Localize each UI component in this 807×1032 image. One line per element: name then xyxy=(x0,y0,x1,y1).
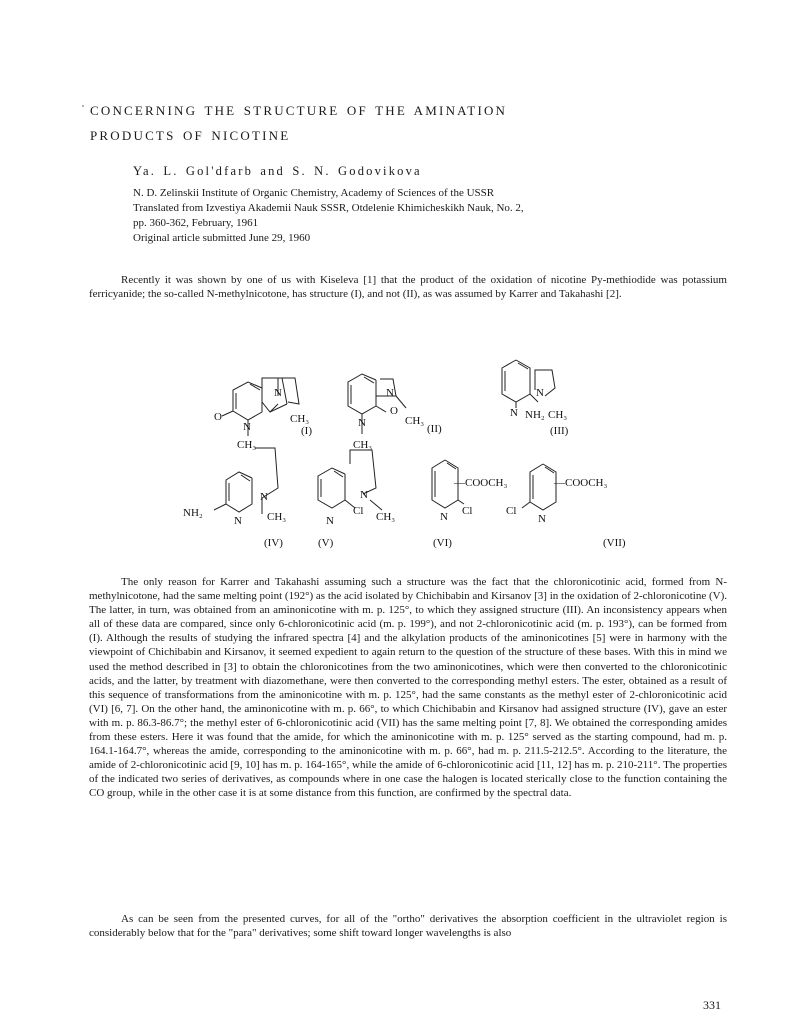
institution: N. D. Zelinskii Institute of Organic Chemistry, Academy of Sciences of the USSR xyxy=(133,187,495,199)
atom-o: O xyxy=(214,411,222,423)
label-V: (V) xyxy=(318,537,334,549)
atom-n: N xyxy=(360,489,368,501)
atom-n: N xyxy=(234,515,242,527)
atom-n: N xyxy=(386,387,394,399)
atom-cooch3: —COOCH₃ xyxy=(554,477,608,489)
atom-ch3: CH₃ xyxy=(548,409,568,421)
article-title-line-2: PRODUCTS OF NICOTINE xyxy=(90,128,291,143)
page-range: pp. 360-362, February, 1961 xyxy=(133,217,259,229)
paragraph-2: The only reason for Karrer and Takahashi assuming such a structure was the fact that the chloronicotinic acid, formed from N-methylnicotone, had the same melting point (192°) as the acid isolated by Chichibabin and Kirsanov [3] in the oxidation of 2-chloronicotine (V). The latter, in turn, was obtained from an aminonicotine with m. p. 125°, to which they assigned structure (III). An inconsistency appears when all of these data are compared, since only 6-chloronicotinic acid (m. p. 199°), and not 2-chloronicotinic acid (m. p. 193°), can be formed from (I). Although the results of studying the infrared spectra [4] and the alkylation products of the aminonicotines [5] were in harmony with the viewpoint of Chichibabin and Kirsanov, it seemed expedient to again return to the question of the structure of these bases. With this in mind we used the method described in [3] to obtain the chloronicotines from the two aminonicotines, which were then converted to the chloronicotinic acids, and the latter, by treatment with diazomethane, were then converted to the corresponding methyl esters. The ester, obtained as a result of this sequence of transformations from the aminonicotine with m. p. 125°, had the same constants as the methyl ester of 2-chloronicotinic acid (VI) [6, 7]. On the other hand, the aminonicotine with m. p. 66°, to which Chichibabin and Kirsanov had assigned structure (IV), gave an ester with m. p. 86.3-86.7°; the methyl ester of 6-chloronicotinic acid (VII) has the same melting point [7, 8]. We obtained the corresponding amides from these esters. Here it was found that the amide, for which the aminonicotine with m. p. 125° served as the starting compound, had m. p. 164.1-164.7°, whereas the amide, corresponding to the aminonicotine with m. p. 66°, had m. p. 211.5-212.5°. According to the literature, the amide of 2-chloronicotinic acid [9, 10] has m. p. 164-165°, while the amide of 6-chloronicotinic acid [11, 12] has m. p. 210-211°. The properties of the indicated two series of derivatives, as compounds where in one case the halogen is located sterically close to the function containing the CO group, while in the other case it is at some distance from this function, are confirmed by the spectral data. xyxy=(89,576,727,800)
structure-II-bonds xyxy=(348,374,406,434)
atom-cl: Cl xyxy=(462,505,473,517)
atom-ch3: CH₃ xyxy=(290,413,310,425)
structure-III-bonds xyxy=(502,360,555,408)
atom-nh2: NH₂ xyxy=(183,507,203,519)
atom-n: N xyxy=(260,491,268,503)
atom-n: N xyxy=(538,513,546,525)
atom-n: N xyxy=(358,417,366,429)
page-number: 331 xyxy=(703,998,721,1012)
submission-date: Original article submitted June 29, 1960 xyxy=(133,232,311,244)
atom-n: N xyxy=(440,511,448,523)
label-VI: (VI) xyxy=(433,537,452,549)
atom-o: O xyxy=(390,405,398,417)
label-IV: (IV) xyxy=(264,537,283,549)
margin-mark xyxy=(82,105,84,107)
atom-ch3: CH₃ xyxy=(405,415,425,427)
label-VII: (VII) xyxy=(603,537,626,549)
structure-I-bonds xyxy=(222,378,299,436)
atom-ch3: CH₃ xyxy=(267,511,287,523)
structure-IV-bonds xyxy=(214,448,278,514)
atom-ch3: CH₃ xyxy=(376,511,396,523)
atom-nh2: NH₂ xyxy=(525,409,545,421)
atom-n: N xyxy=(274,387,282,399)
label-III: (III) xyxy=(550,425,569,437)
atom-cl: Cl xyxy=(506,505,517,517)
article-title-line-1: CONCERNING THE STRUCTURE OF THE AMINATION xyxy=(90,103,508,118)
label-II: (II) xyxy=(427,423,442,435)
authors: Ya. L. Gol'dfarb and S. N. Godovikova xyxy=(133,164,422,178)
atom-cooch3: —COOCH₃ xyxy=(454,477,508,489)
atom-n: N xyxy=(536,387,544,399)
atom-n: N xyxy=(243,421,251,433)
chemical-structures-figure xyxy=(150,338,670,568)
paragraph-1: Recently it was shown by one of us with Kiseleva [1] that the product of the oxidation of nicotine Py-methiodide was potassium ferricyanide; the so-called N-methylnicotone, has structure (I), and not (II), as was assumed by Karrer and Takahashi [2]. xyxy=(89,274,727,301)
atom-cl: Cl xyxy=(353,505,364,517)
paragraph-3: As can be seen from the presented curves, for all of the "ortho" derivatives the absorption coefficient in the ultraviolet region is considerably below that for the "para" derivatives; some shift toward longer wavelengths is also xyxy=(89,913,727,940)
atom-n: N xyxy=(510,407,518,419)
structure-V-bonds xyxy=(318,450,382,510)
translation-source: Translated from Izvestiya Akademii Nauk SSSR, Otdelenie Khimicheskikh Nauk, No. 2, xyxy=(133,202,524,214)
atom-labels xyxy=(183,387,608,527)
atom-ch3: CH₃ xyxy=(237,439,257,451)
label-I: (I) xyxy=(301,425,312,437)
atom-ch3: CH₃ xyxy=(353,439,373,451)
structure-VII-bonds xyxy=(522,464,556,510)
article-metadata xyxy=(133,186,524,246)
atom-n: N xyxy=(326,515,334,527)
